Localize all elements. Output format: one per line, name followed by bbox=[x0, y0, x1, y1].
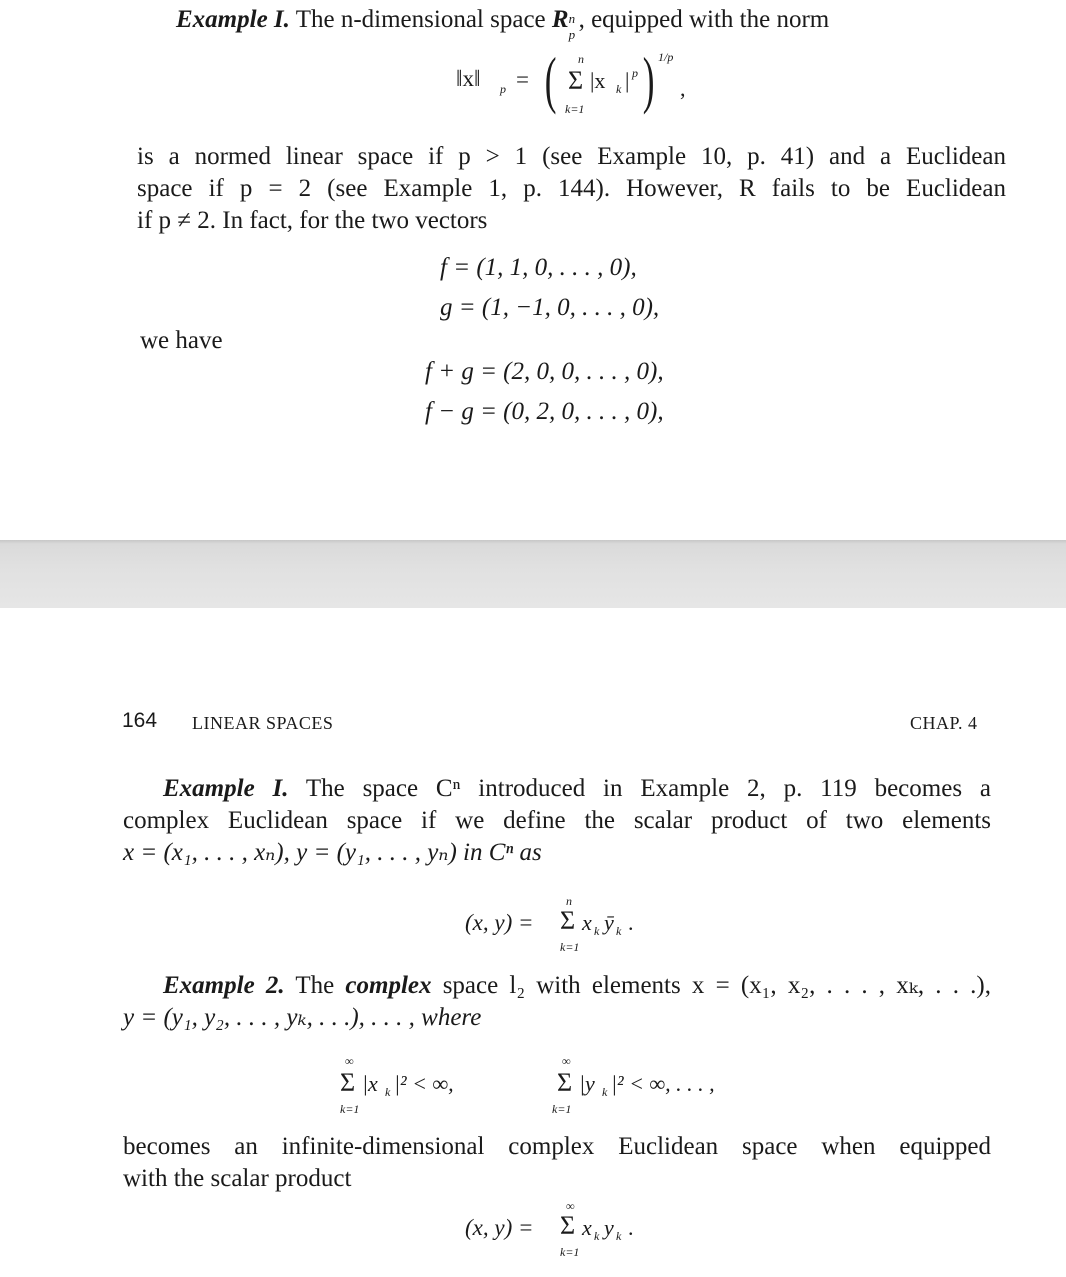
norm-lhs: ‖x‖ bbox=[456, 66, 481, 91]
ex2-sum-bottom: k=1 bbox=[560, 1245, 580, 1259]
vector-f-minus-g: f − g = (0, 2, 0, . . . , 0), bbox=[425, 398, 664, 425]
ex2-trailing: . bbox=[628, 1215, 634, 1240]
chapter-label: CHAP. 4 bbox=[910, 713, 978, 733]
example2-line1-a: The bbox=[295, 972, 335, 999]
example1-line: x = (x₁, . . . , xₙ), y = (y₁, . . . , yₙ) in Cⁿ as bbox=[123, 839, 542, 866]
example1-line: complex Euclidean space if we define the scalar product of two elements bbox=[123, 807, 991, 834]
top-paragraph-line: if p ≠ 2. In fact, for the two vectors bbox=[137, 207, 488, 234]
example1-paragraph bbox=[123, 773, 991, 869]
ex1-term2: ȳ bbox=[604, 910, 614, 935]
space-sub: p bbox=[568, 27, 576, 42]
example1-heading: Example I. bbox=[163, 775, 289, 802]
space-sup: n bbox=[568, 11, 576, 26]
norm-lhs-sub: p bbox=[500, 82, 506, 96]
cond-left-sum-top: ∞ bbox=[345, 1054, 354, 1068]
top-intro-end: , equipped with the norm bbox=[578, 6, 830, 33]
norm-sum-bottom: k=1 bbox=[565, 102, 585, 116]
cond-left-sum-bottom: k=1 bbox=[340, 1102, 360, 1116]
example2-line2: y = (y₁, y₂, . . . , yₖ, . . .), . . . , where bbox=[123, 1004, 482, 1031]
ex2-sum-top: ∞ bbox=[566, 1199, 575, 1213]
ex2-term: x bbox=[582, 1215, 592, 1240]
norm-outer-sup: 1/p bbox=[658, 50, 674, 64]
example2-paragraph bbox=[123, 970, 991, 1034]
vector-f: f = (1, 1, 0, . . . , 0), bbox=[440, 254, 637, 281]
example2-after-paragraph bbox=[123, 1131, 991, 1195]
top-intro: The n-dimensional space bbox=[295, 6, 546, 33]
example2-heading: Example 2. bbox=[163, 972, 285, 999]
example2-line1-b: space l₂ with elements x = (x₁, x₂, . . . , xₖ, . . .), bbox=[442, 972, 991, 999]
cond-right-term-end: |² < ∞, . . . , bbox=[611, 1071, 715, 1096]
ex1-term-sub: k bbox=[594, 924, 600, 938]
cond-right-term: |y bbox=[579, 1071, 595, 1096]
cond-right-sum-sign: Σ bbox=[557, 1068, 573, 1097]
norm-sum-top: n bbox=[578, 52, 584, 66]
norm-term-end: | bbox=[625, 68, 630, 93]
example2-after-line: with the scalar product bbox=[123, 1165, 352, 1192]
vector-f-plus-g: f + g = (2, 0, 0, . . . , 0), bbox=[425, 358, 664, 385]
page-number: 164 bbox=[122, 709, 158, 732]
norm-eq: = bbox=[516, 67, 529, 92]
ex1-sum-sign: Σ bbox=[560, 906, 576, 935]
ex1-lhs: (x, y) = bbox=[465, 910, 534, 935]
ex1-trailing: . bbox=[628, 910, 634, 935]
space-symbol: R bbox=[551, 6, 569, 33]
ex1-sum-top: n bbox=[566, 894, 572, 908]
cond-left-sum-sign: Σ bbox=[340, 1068, 356, 1097]
ex1-term2-sub: k bbox=[616, 924, 622, 938]
cond-left-term-sub: k bbox=[385, 1085, 391, 1099]
ex2-term-sub: k bbox=[594, 1229, 600, 1243]
norm-term-sup: p bbox=[632, 66, 638, 80]
top-paragraph bbox=[137, 141, 1006, 237]
ex2-lhs: (x, y) = bbox=[465, 1215, 534, 1240]
norm-term: |x bbox=[590, 68, 606, 93]
vector-g: g = (1, −1, 0, . . . , 0), bbox=[440, 294, 660, 321]
top-example-heading-line bbox=[176, 4, 830, 42]
top-paragraph-line: is a normed linear space if p > 1 (see Example 10, p. 41) and a Euclidean bbox=[137, 143, 1006, 170]
ex2-term2: y bbox=[604, 1215, 614, 1240]
example2-line1-bold: complex bbox=[345, 972, 432, 999]
norm-trailing: , bbox=[680, 76, 686, 101]
left-paren: ( bbox=[544, 44, 557, 115]
example1-line: The space Cⁿ introduced in Example 2, p. 119 becomes a bbox=[305, 775, 991, 802]
ex1-sum-bottom: k=1 bbox=[560, 940, 580, 954]
cond-left-term: |x bbox=[362, 1071, 378, 1096]
page-separator bbox=[0, 540, 1066, 608]
example2-after-line: becomes an infinite-dimensional complex Euclidean space when equipped bbox=[123, 1133, 991, 1160]
ex1-term: x bbox=[582, 910, 592, 935]
cond-right-term-sub: k bbox=[602, 1085, 608, 1099]
top-example-heading: Example I. bbox=[176, 6, 290, 33]
norm-term-sub: k bbox=[616, 82, 622, 96]
ex2-sum-sign: Σ bbox=[560, 1211, 576, 1240]
top-paragraph-line: space if p = 2 (see Example 1, p. 144). However, R fails to be Euclidean bbox=[137, 175, 1006, 202]
cond-left-term-end: |² < ∞, bbox=[394, 1071, 454, 1096]
cond-right-sum-bottom: k=1 bbox=[552, 1102, 572, 1116]
cond-right-sum-top: ∞ bbox=[562, 1054, 571, 1068]
right-paren: ) bbox=[642, 44, 655, 115]
ex2-term2-sub: k bbox=[616, 1229, 622, 1243]
section-title: LINEAR SPACES bbox=[192, 713, 334, 733]
we-have-text: we have bbox=[140, 327, 223, 354]
norm-sum-sign: Σ bbox=[568, 66, 584, 95]
